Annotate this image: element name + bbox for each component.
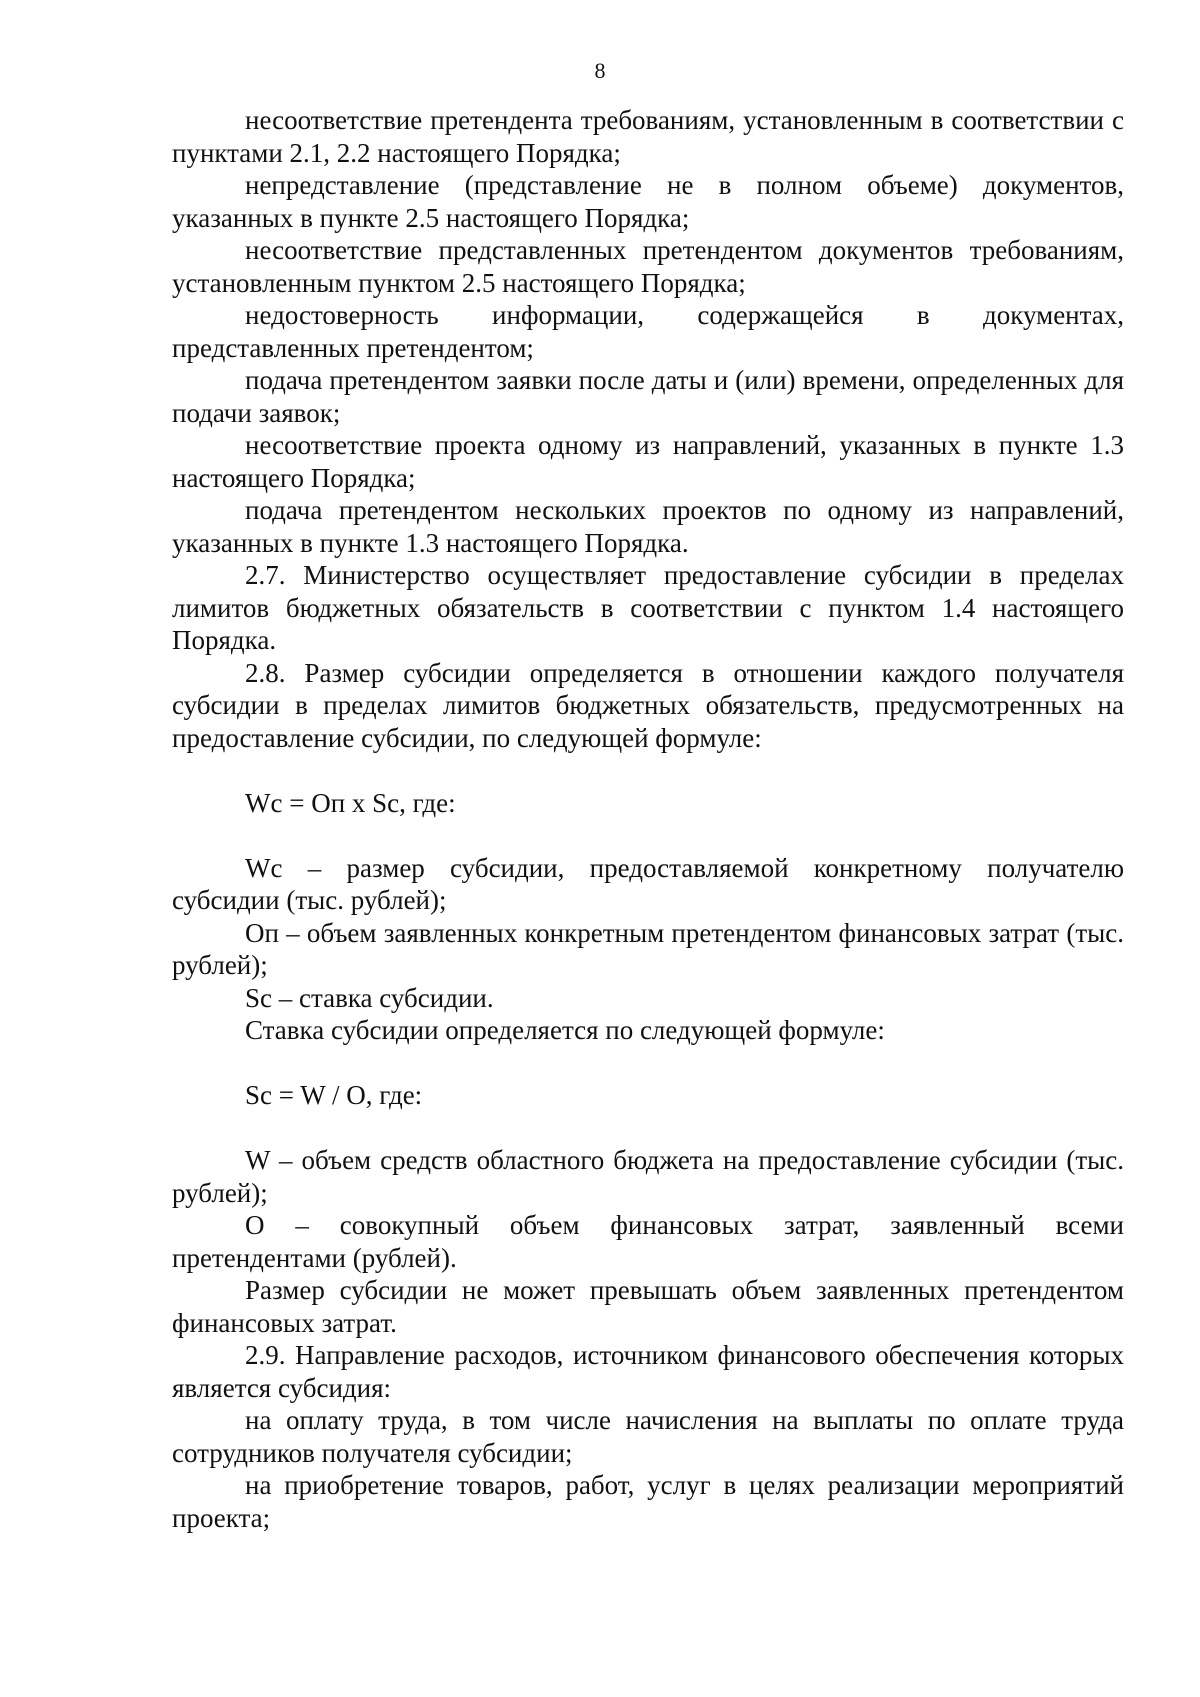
paragraph-2-7: 2.7. Министерство осуществляет предоставление субсидии в пределах лимитов бюджетных обязательств в соответствии с пунктом 1.4 настоящего Порядка. bbox=[172, 560, 1124, 655]
paragraph-refusal-documents-mismatch: несоответствие представленных претендентом документов требованиям, установленным пунктом 2.5 настоящего Порядка; bbox=[172, 235, 1124, 298]
paragraph-refusal-requirements: несоответствие претендента требованиям, установленным в соответствии с пунктами 2.1, 2.2 настоящего Порядка; bbox=[172, 105, 1124, 168]
definition-op: Оп – объем заявленных конкретным претендентом финансовых затрат (тыс. рублей); bbox=[172, 917, 1124, 980]
paragraph-rate-formula-intro: Ставка субсидии определяется по следующей формуле: bbox=[245, 1015, 885, 1045]
paragraph-expense-goods: на приобретение товаров, работ, услуг в целях реализации мероприятий проекта; bbox=[172, 1470, 1124, 1533]
formula-subsidy-size: Wc = Оп х Sc, где: bbox=[245, 787, 456, 818]
paragraph-2-8: 2.8. Размер субсидии определяется в отношении каждого получателя субсидии в пределах лимитов бюджетных обязательств, предусмотренных на предоставление субсидии, по следующей формуле: bbox=[172, 657, 1124, 753]
spacer bbox=[172, 1047, 1124, 1080]
definition-w: W – объем средств областного бюджета на предоставление субсидии (тыс. рублей); bbox=[172, 1145, 1124, 1208]
spacer bbox=[172, 1112, 1124, 1145]
paragraph-refusal-late-submission: подача претендентом заявки после даты и (или) времени, определенных для подачи заявок; bbox=[172, 365, 1124, 428]
definition-o: О – совокупный объем финансовых затрат, заявленный всеми претендентами (рублей). bbox=[172, 1210, 1124, 1273]
paragraph-refusal-direction-mismatch: несоответствие проекта одному из направлений, указанных в пункте 1.3 настоящего Порядка; bbox=[172, 430, 1124, 493]
paragraph-refusal-unreliable-info: недостоверность информации, содержащейся в документах, представленных претендентом; bbox=[172, 300, 1124, 363]
paragraph-refusal-documents-missing: непредставление (представление не в полном объеме) документов, указанных в пункте 2.5 настоящего Порядка; bbox=[172, 170, 1124, 233]
definition-sc: Sc – ставка субсидии. bbox=[245, 982, 494, 1013]
definition-wc: Wc – размер субсидии, предоставляемой конкретному получателю субсидии (тыс. рублей); bbox=[172, 852, 1124, 915]
paragraph-subsidy-limit: Размер субсидии не может превышать объем заявленных претендентом финансовых затрат. bbox=[172, 1275, 1124, 1338]
paragraph-expense-salary: на оплату труда, в том числе начисления на выплаты по оплате труда сотрудников получателя субсидии; bbox=[172, 1405, 1124, 1468]
formula-subsidy-rate: Sc = W / O, где: bbox=[245, 1080, 423, 1110]
spacer bbox=[172, 819, 1124, 852]
page-number: 8 bbox=[594, 58, 606, 83]
paragraph-refusal-multiple-projects: подача претендентом нескольких проектов по одному из направлений, указанных в пункте 1.3 настоящего Порядка. bbox=[172, 495, 1124, 558]
spacer bbox=[172, 754, 1124, 787]
paragraph-2-9: 2.9. Направление расходов, источником финансового обеспечения которых является субсидия: bbox=[172, 1340, 1124, 1403]
document-body bbox=[172, 104, 1124, 1534]
